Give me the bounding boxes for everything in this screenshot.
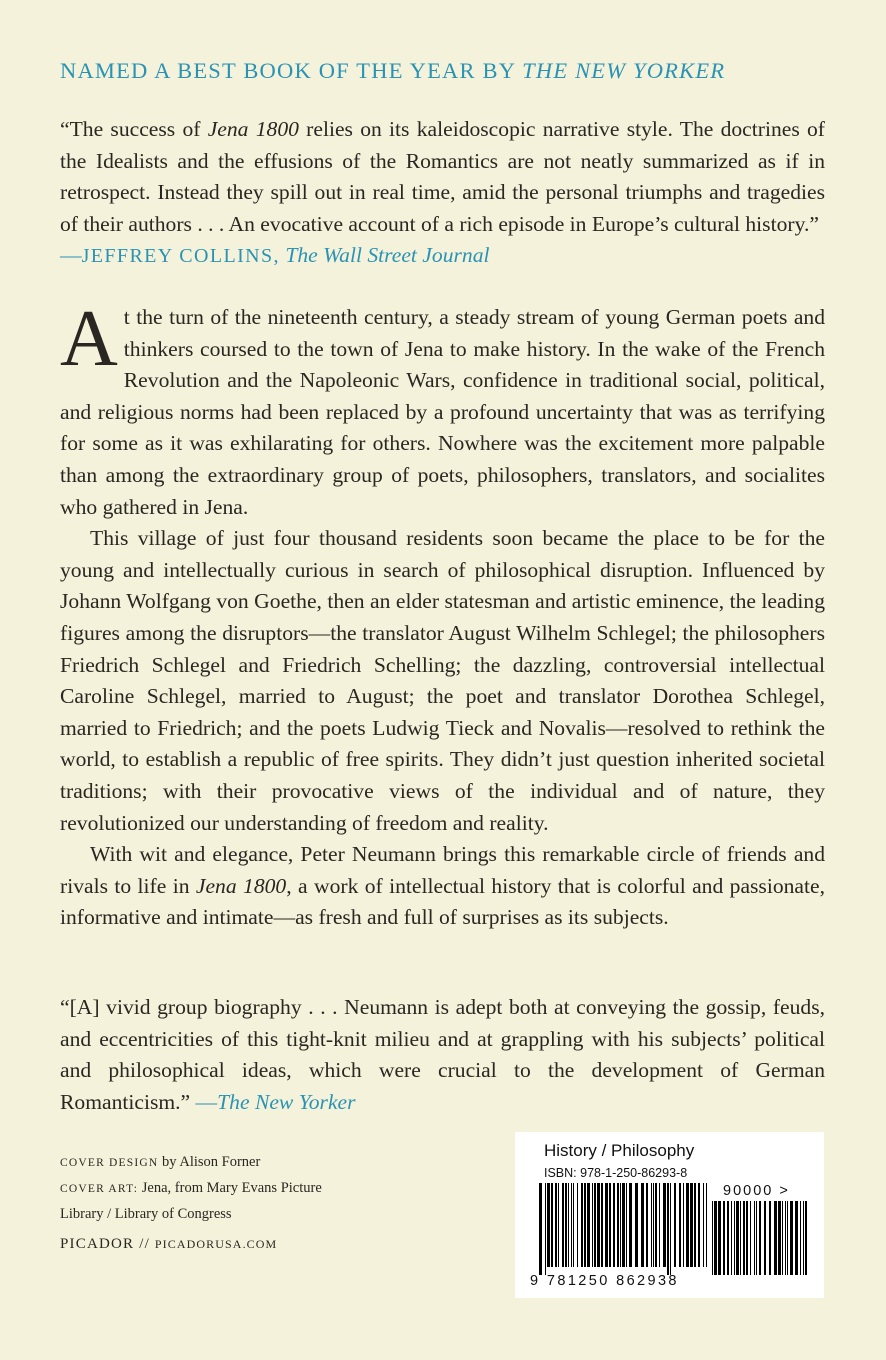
barcode-bar [686,1183,689,1267]
barcode-bar [778,1201,781,1275]
barcode-digits: 9 781250 862938 [530,1273,679,1289]
barcode-bar [555,1183,557,1267]
barcode-bar [746,1201,748,1275]
barcode-bar [605,1183,608,1267]
barcode-bar [712,1201,713,1275]
barcode-bar [674,1183,676,1267]
barcode-bar [653,1183,654,1267]
barcode-bar [727,1201,729,1275]
cover-design-label: COVER DESIGN [60,1157,159,1169]
barcode-bar [545,1183,546,1275]
barcode-category: History / Philosophy [544,1141,695,1160]
barcode-bar [622,1183,625,1267]
barcode-bar [714,1201,717,1275]
cover-design-text: by Alison Forner [158,1154,261,1170]
barcode-bar [774,1201,777,1275]
quote2-body: “[A] vivid group biography . . . Neumann is adept both at conveying the gossip, feuds, and eccentricities of this tight-knit milieu and at grappling with his subjects’ political and philosophical ideas, which were crucial to the development of German Romanticism.” [60,995,825,1114]
barcode-bar [795,1201,798,1275]
publisher-name: PICADOR [60,1236,135,1252]
barcode-bar [573,1183,574,1267]
description-paragraph-3 [60,839,825,934]
barcode-bar [703,1183,704,1267]
barcode-bar [581,1183,583,1267]
barcode-bar [759,1201,761,1275]
barcode-price-code: 90000 > [723,1183,790,1199]
barcode-bar [641,1183,644,1267]
headline [60,58,850,84]
barcode-bar [785,1201,786,1275]
description-paragraph-2: This village of just four thousand residents soon became the place to be for the young and intellectually curious in search of philosophical disruption. Influenced by Johann Wolfgang von Goethe, then an elder statesman and artistic eminence, the leading figures among the disruptors—the translator August Wilhelm Schlegel; the philosophers Friedrich Schlegel and Friedrich Schelling; the dazzling, controversial intellectual Caroline Schlegel, married to August; the poet and translator Dorothea Schlegel, married to Friedrich; and the poets Ludwig Tieck and Novalis—resolved to rethink the world, to establish a republic of free spirits. They didn’t just question inherited societal traditions; with their provocative views of the individual and of nature, they revolutionized our understanding of freedom and reality. [60,526,825,835]
barcode-isbn: ISBN: 978-1-250-86293-8 [544,1166,688,1180]
quote1-dash: — [60,243,82,268]
cover-art-credit [60,1176,360,1227]
quote1-author: JEFFREY COLLINS, [81,245,280,268]
barcode-bar [740,1201,741,1275]
barcode-bar [565,1183,567,1267]
quote1-book-title: Jena 1800 [207,117,299,141]
barcode-bar [617,1183,619,1267]
description-paragraph-1-text: t the turn of the nineteenth century, a steady stream of young German poets and thinkers coursed to the town of Jena to make history. In the wake of the French Revolution and the Napoleonic Wars, confidence in traditional social, political, and religious norms had been replaced by a profound uncertainty that was as terrifying for some as it was exhilarating for others. Nowhere was the excitement more palpable than among the extraordinary group of poets, philosophers, translators, and socialites who gathered in Jena. [60,305,825,519]
publisher-separator: // [134,1236,155,1252]
barcode-bar [679,1183,681,1267]
isbn-barcode [539,1183,709,1275]
cover-credits [60,1150,360,1227]
barcode-bar [594,1183,596,1267]
barcode-bar [629,1183,632,1267]
p3-book-title: Jena 1800 [195,873,287,898]
barcode-bar [787,1201,788,1275]
barcode-bar [646,1183,648,1267]
barcode-bar [613,1183,615,1267]
barcode-bar [577,1183,578,1267]
barcode-bar [571,1183,572,1267]
quote1-body: relies on its kaleidoscopic narrative style. The doctrines of the Idealists and the effusions of the Romantics are not neatly summarized as if in retrospect. Instead they spill out in real time, amid the personal triumphs and tragedies of their authors . . . An evocative account of a rich episode in Europe’s cultural history.” [60,117,825,236]
barcode-bar [626,1183,627,1267]
barcode-bar [718,1201,721,1275]
barcode-bar [592,1183,593,1267]
barcode-label [515,1132,824,1298]
barcode-bar [803,1201,804,1275]
barcode-bar [601,1183,603,1267]
barcode-bar [597,1183,600,1267]
barcode-bar [764,1201,766,1275]
barcode-bar [655,1183,657,1267]
barcode-bar [587,1183,590,1267]
book-description [60,295,825,934]
quote2-source: The New Yorker [217,1089,356,1114]
review-quote-wsj [60,114,825,273]
publisher-line [60,1236,277,1253]
barcode-bar [667,1183,669,1275]
drop-cap: A [60,295,118,383]
headline-prefix: NAMED A BEST BOOK OF THE YEAR BY [60,58,523,83]
cover-art-label: COVER ART: [60,1183,139,1195]
barcode-bar [731,1201,732,1275]
price-barcode [712,1201,808,1283]
headline-publication: THE NEW YORKER [522,58,726,83]
barcode-bar [562,1183,564,1267]
publisher-website: PICADORUSA.COM [154,1237,278,1251]
barcode-bar [750,1201,751,1275]
cover-design-credit [60,1150,360,1176]
barcode-bar [756,1201,757,1275]
p3-end: , a work of intellectual history that is colorful and passionate, informative and intimate—as fresh and full of surprises as its subjects. [60,873,825,930]
barcode-bar [754,1201,755,1275]
barcode-bar [620,1183,621,1267]
barcode-bar [734,1201,735,1275]
barcode-bar [736,1201,739,1275]
barcode-bar [584,1183,586,1267]
barcode-bar [663,1183,666,1267]
review-quote-new-yorker [60,992,825,1118]
barcode-bar [683,1183,684,1267]
barcode-bar [800,1201,801,1275]
barcode-bar [635,1183,638,1267]
cover-art-text: Jena, from Mary Evans Picture Library / Library of Congress [60,1180,322,1222]
barcode-bar [568,1183,569,1267]
quote1-attribution [60,240,825,273]
barcode-bar [782,1201,783,1275]
barcode-bar [698,1183,700,1267]
barcode-bar [690,1183,693,1267]
barcode-bar [769,1201,771,1275]
barcode-bar [651,1183,652,1267]
p3-start: With wit and elegance, Peter Neumann brings this remarkable circle of friends and rivals to life in [60,842,825,898]
barcode-bar [558,1183,559,1267]
barcode-bar [659,1183,660,1267]
barcode-bar [609,1183,611,1267]
barcode-bar [547,1183,550,1267]
quote1-open: “The success of [60,117,208,141]
quote1-source: The Wall Street Journal [285,243,490,268]
barcode-bar [539,1183,542,1275]
barcode-bar [670,1183,671,1275]
barcode-bar [551,1183,553,1267]
description-paragraph-1 [60,295,825,523]
barcode-bar [743,1201,745,1275]
barcode-bar [805,1201,807,1275]
quote2-dash: — [190,1089,218,1114]
barcode-bar [790,1201,793,1275]
barcode-bar [706,1183,707,1267]
barcode-bar [723,1201,725,1275]
barcode-bar [694,1183,696,1267]
